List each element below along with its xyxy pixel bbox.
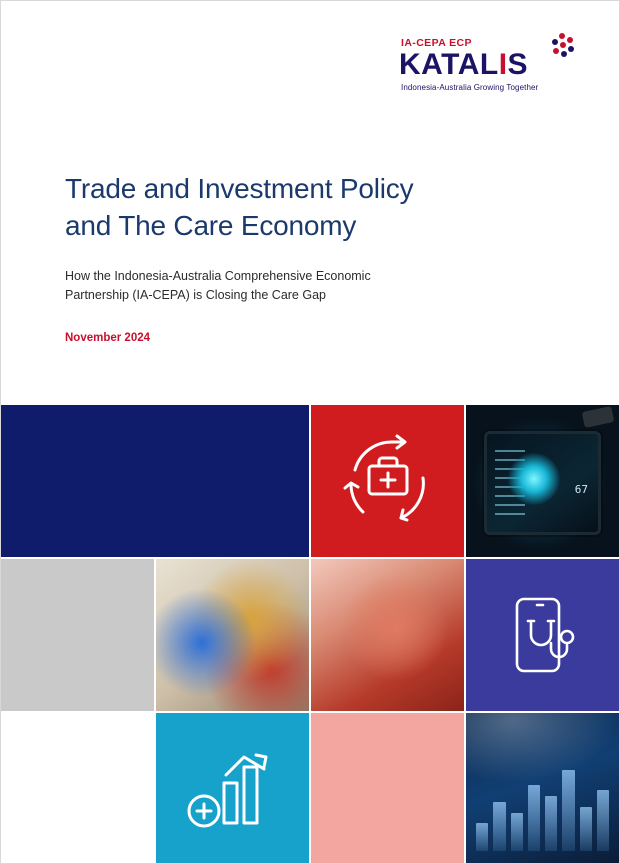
medical-cross-growth-chart-icon (178, 739, 288, 839)
tablet-readout-value: 67 (574, 483, 588, 496)
page-title-line-1: Trade and Investment Policy (65, 173, 414, 204)
logo-eyebrow: IA-CEPA ECP (401, 37, 472, 49)
mosaic-tile-white-block (1, 713, 154, 864)
mosaic-tile-nurse-recycle (311, 405, 464, 557)
mosaic-tile-tablet-photo (466, 405, 619, 557)
page-title-line-2: and The Care Economy (65, 209, 357, 241)
mosaic-tile-data-chart (466, 713, 619, 864)
tablet-frame (484, 431, 601, 535)
logo-tagline: Indonesia-Australia Growing Together (401, 83, 539, 92)
mosaic-tile-health-growth (156, 713, 309, 864)
mosaic-tile-elderly-cane (311, 559, 464, 711)
page-subtitle: How the Indonesia-Australia Comprehensive Economic Partnership (IA-CEPA) is Closing the Care Gap (65, 268, 371, 302)
mosaic-tile-telehealth (466, 559, 619, 711)
mosaic-tile-pink-block (311, 713, 464, 864)
page-title (65, 171, 545, 245)
phone-stethoscope-icon (493, 585, 593, 685)
title-area (65, 171, 545, 344)
mosaic-tile-painted-hands (156, 559, 309, 711)
logo-wordmark-accent: I (498, 48, 508, 81)
publication-date: November 2024 (65, 332, 151, 345)
mosaic-tile-grey-block (1, 559, 154, 711)
phone-object (582, 406, 615, 428)
logo-dot-cluster-icon (535, 33, 575, 67)
logo-wordmark-part2: S (507, 48, 529, 81)
katalis-logo (395, 37, 575, 92)
nurse-medical-cycle-icon (333, 426, 443, 536)
mosaic-tile-navy-block (1, 405, 309, 557)
chart-bars (476, 756, 609, 851)
heart-scan-graphic (508, 453, 560, 505)
logo-wordmark-part1: KATAL (399, 48, 499, 81)
cover-image-mosaic (1, 405, 620, 864)
